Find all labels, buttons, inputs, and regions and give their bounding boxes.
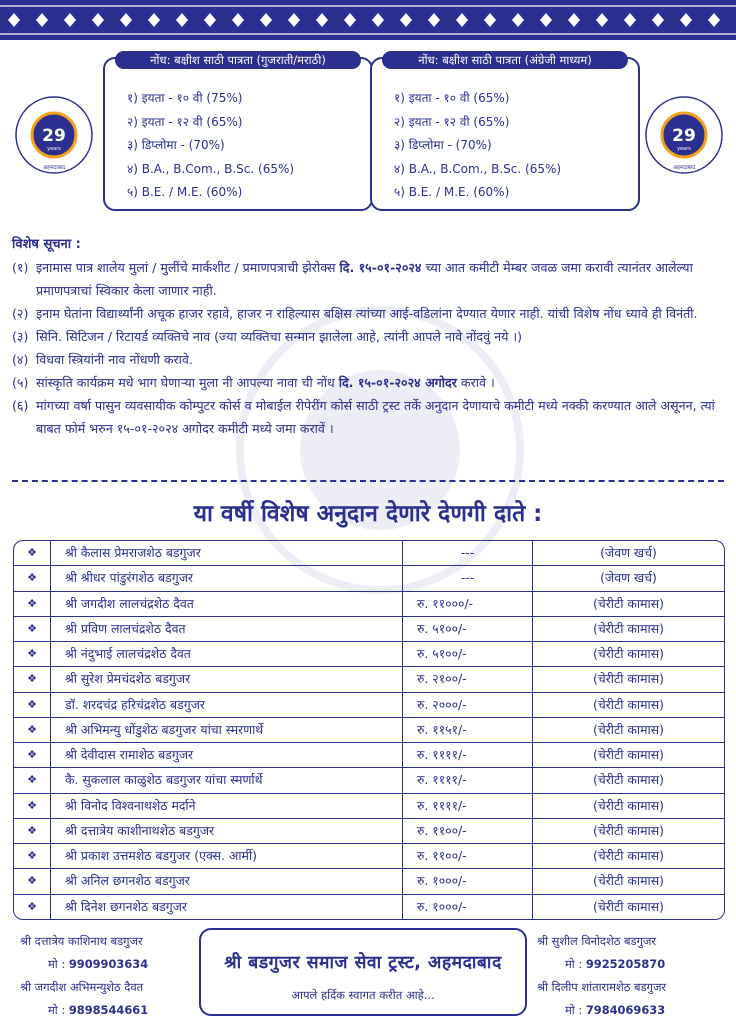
- band-diamond: [316, 13, 328, 27]
- trust-banner: [199, 928, 527, 1016]
- donor-amount: रु. ११११/-: [403, 794, 533, 818]
- seal-number: 29: [42, 126, 66, 146]
- donor-name: श्री प्रकाश उत्तमशेठ बडगुजर (एक्स. आर्मी): [51, 844, 403, 868]
- band-diamond: [680, 13, 692, 27]
- contact-name: श्री दिलीप शांतारामशेठ बडगुजर: [537, 980, 667, 994]
- contact-phone[interactable]: 9898544661: [68, 1003, 149, 1017]
- donor-name: श्री श्रीधर पांडुरंगशेठ बडगुजर: [51, 566, 403, 590]
- notice-item: [12, 371, 726, 394]
- band-diamond: [36, 13, 48, 27]
- section-divider: [12, 480, 724, 482]
- list-item: ३) डिप्लोमा - (70%): [127, 138, 225, 152]
- band-diamond: [624, 13, 636, 27]
- special-notice: [12, 234, 726, 440]
- notice-number: (६): [12, 398, 29, 413]
- donor-name: श्री नंदुभाई लालचंद्रशेठ दैवत: [51, 642, 403, 666]
- row-bullet: ❖: [14, 667, 51, 691]
- contact-phone[interactable]: 9925205870: [585, 957, 666, 971]
- notice-text: इनाम घेतांना विद्यार्थ्यांनी अचूक हाजर रहावे, हाजर न राहिल्यास बक्षिस त्यांच्या आई-वडिलांना देण्यात येणार नाही. यांची विशेष नोंध ध्यावे ही विनंती.: [36, 306, 698, 321]
- notice-item: [12, 302, 726, 325]
- list-item: ४) B.A., B.Com., B.Sc. (65%): [394, 161, 562, 176]
- donor-amount: ---: [403, 566, 533, 590]
- donor-amount: रु. ११११/-: [403, 743, 533, 767]
- band-diamond: [120, 13, 132, 27]
- band-diamond: [8, 13, 20, 27]
- trust-tagline: आपले हर्दिक स्वागत करीत आहे...: [291, 988, 435, 1002]
- band-diamond: [232, 13, 244, 27]
- band-diamond: [428, 13, 440, 27]
- row-bullet: ❖: [14, 844, 51, 868]
- donor-purpose: (जेवण खर्च): [600, 545, 657, 560]
- donor-amount: रु. २०००/-: [403, 693, 533, 717]
- band-diamond: [176, 13, 188, 27]
- donor-purpose: (चेरीटी कामास): [593, 696, 664, 712]
- trust-seal-right: [644, 95, 724, 175]
- donor-amount: रु. ५१००/-: [403, 617, 533, 641]
- notice-number: (१): [12, 260, 29, 275]
- band-diamond: [456, 13, 468, 27]
- row-bullet: ❖: [14, 617, 51, 641]
- band-pattern: [0, 0, 736, 40]
- row-bullet: ❖: [14, 768, 51, 792]
- contact-name: श्री दत्तात्रेय काशिनाथ बडगुजर: [20, 934, 143, 948]
- contacts-left: [20, 930, 148, 1022]
- table-row: [14, 592, 724, 617]
- seal-number: 29: [672, 126, 696, 146]
- row-bullet: ❖: [14, 718, 51, 742]
- list-item: २) इयता - १२ वी (65%): [127, 114, 243, 129]
- notice-text: इनामास पात्र शालेय मुलां / मुलींचे मार्कशीट / प्रमाणपत्राची झेरोक्स: [36, 260, 340, 275]
- donor-name: श्री देवीदास रामाशेठ बडगुजर: [51, 743, 403, 767]
- notice-number: (५): [12, 375, 29, 390]
- notice-number: (३): [12, 329, 29, 344]
- seal-years: years: [47, 146, 61, 152]
- row-bullet: ❖: [14, 869, 51, 893]
- table-row: [14, 667, 724, 692]
- row-bullet: ❖: [14, 743, 51, 767]
- row-bullet: ❖: [14, 592, 51, 616]
- row-bullet: ❖: [14, 794, 51, 818]
- band-diamond: [344, 13, 356, 27]
- list-item: ५) B.E. / M.E. (60%): [394, 185, 510, 199]
- band-diamond: [484, 13, 496, 27]
- table-row: [14, 869, 724, 894]
- donor-amount: रु. २१००/-: [403, 667, 533, 691]
- donor-purpose: (चेरीटी कामास): [593, 595, 664, 611]
- list-item: ३) डिप्लोमा - (70%): [394, 138, 492, 152]
- band-diamond: [148, 13, 160, 27]
- note-header: नोंध: बक्षीश साठी पात्रता (गुजराती/मराठी): [115, 51, 361, 69]
- table-row: [14, 844, 724, 869]
- band-diamond: [568, 13, 580, 27]
- list-item: ४) B.A., B.Com., B.Sc. (65%): [127, 161, 295, 176]
- band-diamond: [64, 13, 76, 27]
- donor-amount: रु. ११००/-: [403, 819, 533, 843]
- trust-seal-left: [14, 95, 94, 175]
- eligibility-note-english-medium: [370, 53, 640, 211]
- donor-amount: रु. ११००/-: [403, 844, 533, 868]
- notice-date-highlight: दि. १५-०१-२०२४ अगोदर: [338, 375, 457, 390]
- donor-amount: रु. ११०००/-: [403, 592, 533, 616]
- donor-table: [13, 540, 725, 920]
- band-diamond: [288, 13, 300, 27]
- notice-text: सिनि. सिटिजन / रिटायर्ड व्यक्तिचे नाव (ज्या व्यक्तिचा सन्मान झालेला आहे, त्यांनी आपले नावे नोंदवुं नये ।): [36, 329, 523, 344]
- table-row: [14, 768, 724, 793]
- donor-purpose: (जेवण खर्च): [600, 570, 657, 586]
- donor-purpose: (चेरीटी कामास): [593, 721, 664, 737]
- donor-amount: रु. ११५१/-: [403, 718, 533, 742]
- contact-phone[interactable]: 7984069633: [585, 1003, 666, 1017]
- table-row: [14, 541, 724, 566]
- notice-number: (४): [12, 352, 29, 367]
- band-diamond: [204, 13, 216, 27]
- notice-date-highlight: दि. १५-०१-२०२४: [339, 260, 422, 275]
- row-bullet: ❖: [14, 895, 51, 919]
- donor-name: श्री सुरेश प्रेमचंदशेठ बडगुजर: [51, 667, 403, 691]
- contact-name: श्री सुशील विनोदशेठ बडगुजर: [537, 934, 657, 948]
- notice-text: करावे ।: [456, 375, 495, 390]
- donor-purpose: (चेरीटी कामास): [593, 822, 664, 838]
- donor-purpose: (चेरीटी कामास): [593, 898, 664, 914]
- table-row: [14, 794, 724, 819]
- donor-name: श्री प्रविण लालचंद्रशेठ दैवत: [51, 617, 403, 641]
- table-row: [14, 617, 724, 642]
- donor-purpose: (चेरीटी कामास): [593, 747, 664, 762]
- phone-label: मो :: [565, 1003, 583, 1017]
- band-diamond: [652, 13, 664, 27]
- donor-name: डॉ. शरदचंद्र हरिचंद्रशेठ बडगुजर: [51, 693, 403, 717]
- donor-purpose: (चेरीटी कामास): [593, 620, 664, 636]
- seal-years: years: [677, 146, 691, 152]
- table-row: [14, 566, 724, 591]
- notice-item: [12, 394, 726, 440]
- donor-amount: रु. ५१००/-: [403, 642, 533, 666]
- phone-label: मो :: [48, 1003, 66, 1017]
- band-diamond: [540, 13, 552, 27]
- notice-text: मांगच्या वर्षा पासुन व्यवसायीक कोम्पुटर कोर्स व मोबाईल रीपेरींग कोर्स साठी ट्रस्ट तर्के अनुदान देणायाचे कमीटी मध्ये नक्की करण्यात आले असूनन, त्यां बाबत फोर्म भरुन १५-०१-२०२४ अगोदर कमीटी मध्ये जमा करावें ।: [36, 398, 715, 436]
- notice-number: (२): [12, 306, 29, 321]
- eligibility-note-gujarati-marathi: [103, 53, 373, 211]
- donor-name: श्री विनोद विश्वनाथशेठ मर्दाने: [51, 794, 403, 818]
- phone-label: मो :: [565, 957, 583, 971]
- donor-purpose: (चेरीटी कामास): [593, 848, 664, 863]
- seal-city: अहमदाबाद: [672, 165, 696, 171]
- donor-name: श्री अभिमन्यु धोंडुशेठ बडगुजर यांचा स्मरणार्थे: [51, 718, 403, 742]
- table-row: [14, 718, 724, 743]
- list-item: १) इयता - १० वी (65%): [394, 91, 510, 105]
- donor-amount: रु. १०००/-: [403, 869, 533, 893]
- band-diamond: [400, 13, 412, 27]
- donor-name: कै. सुकलाल काळुशेठ बडगुजर यांचा स्मर्णार्थे: [51, 768, 403, 792]
- row-bullet: ❖: [14, 693, 51, 717]
- donor-purpose: (चेरीटी कामास): [593, 873, 664, 889]
- band-diamond: [708, 13, 720, 27]
- band-diamond: [260, 13, 272, 27]
- donor-name: श्री दत्तात्रेय काशीनाथशेठ बडगुजर: [51, 819, 403, 843]
- notice-item: [12, 348, 726, 371]
- band-diamond: [512, 13, 524, 27]
- row-bullet: ❖: [14, 541, 51, 565]
- table-row: [14, 693, 724, 718]
- band-diamond: [372, 13, 384, 27]
- notice-title: विशेष सूचना :: [12, 237, 81, 252]
- contact-name: श्री जगदीश अभिमन्युशेठ दैवत: [20, 980, 144, 994]
- list-item: १) इयता - १० वी (75%): [127, 91, 243, 105]
- donor-purpose: (चेरीटी कामास): [593, 671, 664, 687]
- table-row: [14, 895, 724, 919]
- donor-purpose: (चेरीटी कामास): [593, 797, 664, 813]
- donor-name: श्री जगदीश लालचंद्रशेठ दैवत: [51, 592, 403, 616]
- trust-name: श्री बडगुजर समाज सेवा ट्रस्ट, अहमदाबाद: [224, 953, 502, 973]
- row-bullet: ❖: [14, 566, 51, 590]
- donor-name: श्री कैलास प्रेमराजशेठ बडगुजर: [51, 541, 403, 565]
- contacts-right: [537, 930, 666, 1022]
- donor-name: श्री दिनेश छगनशेठ बडगुजर: [51, 895, 403, 919]
- notice-text: सांस्कृति कार्यक्रम मधे भाग घेणाऱ्या मुला नी आपल्या नावा ची नोंध: [36, 375, 339, 390]
- table-row: [14, 642, 724, 667]
- notice-text: विधवा स्त्रियांनी नाव नोंधणी करावे.: [36, 352, 193, 367]
- donor-amount: रु. ११११/-: [403, 768, 533, 792]
- band-diamond: [596, 13, 608, 27]
- note-header: नोंध: बक्षीश साठी पात्रता (अंग्रेजी माध्यम): [382, 51, 628, 69]
- donor-purpose: (चेरीटी कामास): [593, 772, 664, 788]
- top-decorative-band: [0, 0, 736, 40]
- donor-purpose: (चेरीटी कामास): [593, 646, 664, 661]
- list-item: २) इयता - १२ वी (65%): [394, 114, 510, 129]
- donors-title: या वर्षी विशेष अनुदान देणारे देणगी दाते :: [193, 501, 543, 527]
- eligibility-list: [127, 87, 294, 205]
- donor-amount: रु. १०००/-: [403, 895, 533, 919]
- eligibility-list: [394, 87, 561, 205]
- table-row: [14, 819, 724, 844]
- phone-label: मो :: [48, 957, 66, 971]
- contact-phone[interactable]: 9909903634: [68, 957, 149, 971]
- band-diamond: [92, 13, 104, 27]
- donor-name: श्री अनिल छगनशेठ बडगुजर: [51, 869, 403, 893]
- notice-item: [12, 256, 726, 302]
- notice-text: च्या आत कमीटी मेम्बर जवळ जमा करावी त्यानंतर आलेल्या प्रमाणपत्राचां स्विकार केला जाणार नाही.: [36, 260, 693, 298]
- row-bullet: ❖: [14, 642, 51, 666]
- seal-city: अहमदाबाद: [42, 165, 66, 171]
- donor-amount: ---: [403, 541, 533, 565]
- notice-item: [12, 325, 726, 348]
- list-item: ५) B.E. / M.E. (60%): [127, 185, 243, 199]
- table-row: [14, 743, 724, 768]
- row-bullet: ❖: [14, 819, 51, 843]
